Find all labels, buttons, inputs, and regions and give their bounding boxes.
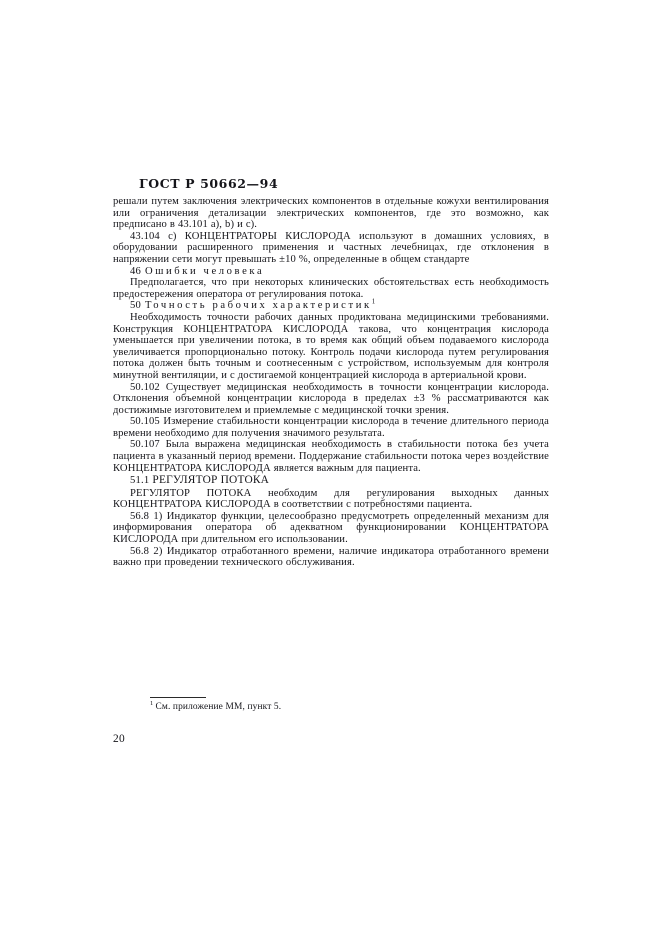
paragraph-43104c: 43.104 c) КОНЦЕНТРАТОРЫ КИСЛОРОДА используют в домашних условиях, в оборудовании расширенного применения и частных лечебницах, где отклонения в напряжении сети могут превышать ±10 %, определенные в общем стандарте bbox=[113, 230, 549, 265]
section-heading-50 bbox=[113, 297, 549, 312]
section-51-1-number: 51.1 bbox=[130, 475, 150, 487]
footnote-marker: 1 bbox=[371, 297, 376, 306]
running-head: ГОСТ Р 50662—94 bbox=[139, 176, 279, 191]
paragraph-section-46: Предполагается, что при некоторых клинических обстоятельствах есть необходимость предостережения оператора от регулирования потока. bbox=[113, 277, 549, 300]
footnote-separator-rule bbox=[150, 697, 206, 698]
clause-50-102: 50.102 Существует медицинская необходимость в точности концентрации кислорода. Отклонения объемной концентрации кислорода в пределах ±3 % рассматриваются как достижимые изготовителем и приемлемые с медицинской точки зрения. bbox=[113, 381, 549, 416]
section-heading-51-1 bbox=[113, 474, 549, 487]
clause-56-8-2: 56.8 2) Индикатор отработанного времени, наличие индикатора отработанного времени важно при проведении технического обслуживания. bbox=[113, 545, 549, 569]
paragraph-section-50: Необходимость точности рабочих данных продиктована медицинскими требованиями. Конструкция КОНЦЕНТРАТОРА КИСЛОРОДА такова, что концентрация кислорода уменьшается при увеличении потока, в то время как общий объем подаваемого кислорода увеличивается пропорционально потоку. Контроль подачи кислорода путем регулирования потока должен быть точным и соотнесенным с устройством, используемым для контроля минутной вентиляции, и с достигаемой концентрацией кислорода в артериальной крови. bbox=[113, 311, 549, 381]
section-50-number: 50 bbox=[130, 300, 141, 312]
page-number: 20 bbox=[113, 733, 125, 745]
section-46-number: 46 bbox=[130, 265, 141, 277]
section-heading-46 bbox=[113, 266, 549, 278]
section-46-title: Ошибки человека bbox=[145, 265, 265, 277]
section-51-1-title: РЕГУЛЯТОР ПОТОКА bbox=[152, 474, 270, 487]
paragraph-continued-43101: решали путем заключения электрических компонентов в отдельные кожухи вентилирования или ограничения детализации электрических компонентов, где это возможно, как предписано в 43.101 a), b) и c). bbox=[113, 196, 549, 231]
footnote-number: 1 bbox=[150, 699, 154, 707]
clause-56-8-1: 56.8 1) Индикатор функции, целесообразно предусмотреть определенный механизм для информирования оператора об адекватном функционировании КОНЦЕНТРАТОРА КИСЛОРОДА при длительном его использовании. bbox=[113, 510, 549, 546]
footnote bbox=[150, 699, 282, 713]
paragraph-section-51-1: РЕГУЛЯТОР ПОТОКА необходим для регулирования выходных данных КОНЦЕНТРАТОРА КИСЛОРОДА в соответствии с потребностями пациента. bbox=[113, 487, 549, 511]
footnote-text: См. приложение ММ, пункт 5. bbox=[155, 702, 282, 712]
clause-50-107: 50.107 Была выражена медицинская необходимость в стабильности потока без учета пациента в указанный период времени. Поддержание стабильности потока через воздействие КОНЦЕНТРАТОРА КИСЛОРОДА является важным для пациента. bbox=[113, 439, 549, 474]
section-50-title: Точность рабочих характеристик bbox=[145, 300, 372, 312]
main-text-column bbox=[113, 196, 549, 569]
clause-50-105: 50.105 Измерение стабильности концентрации кислорода в течение длительного периода времени необходимо для получения значимого результата. bbox=[113, 416, 549, 439]
